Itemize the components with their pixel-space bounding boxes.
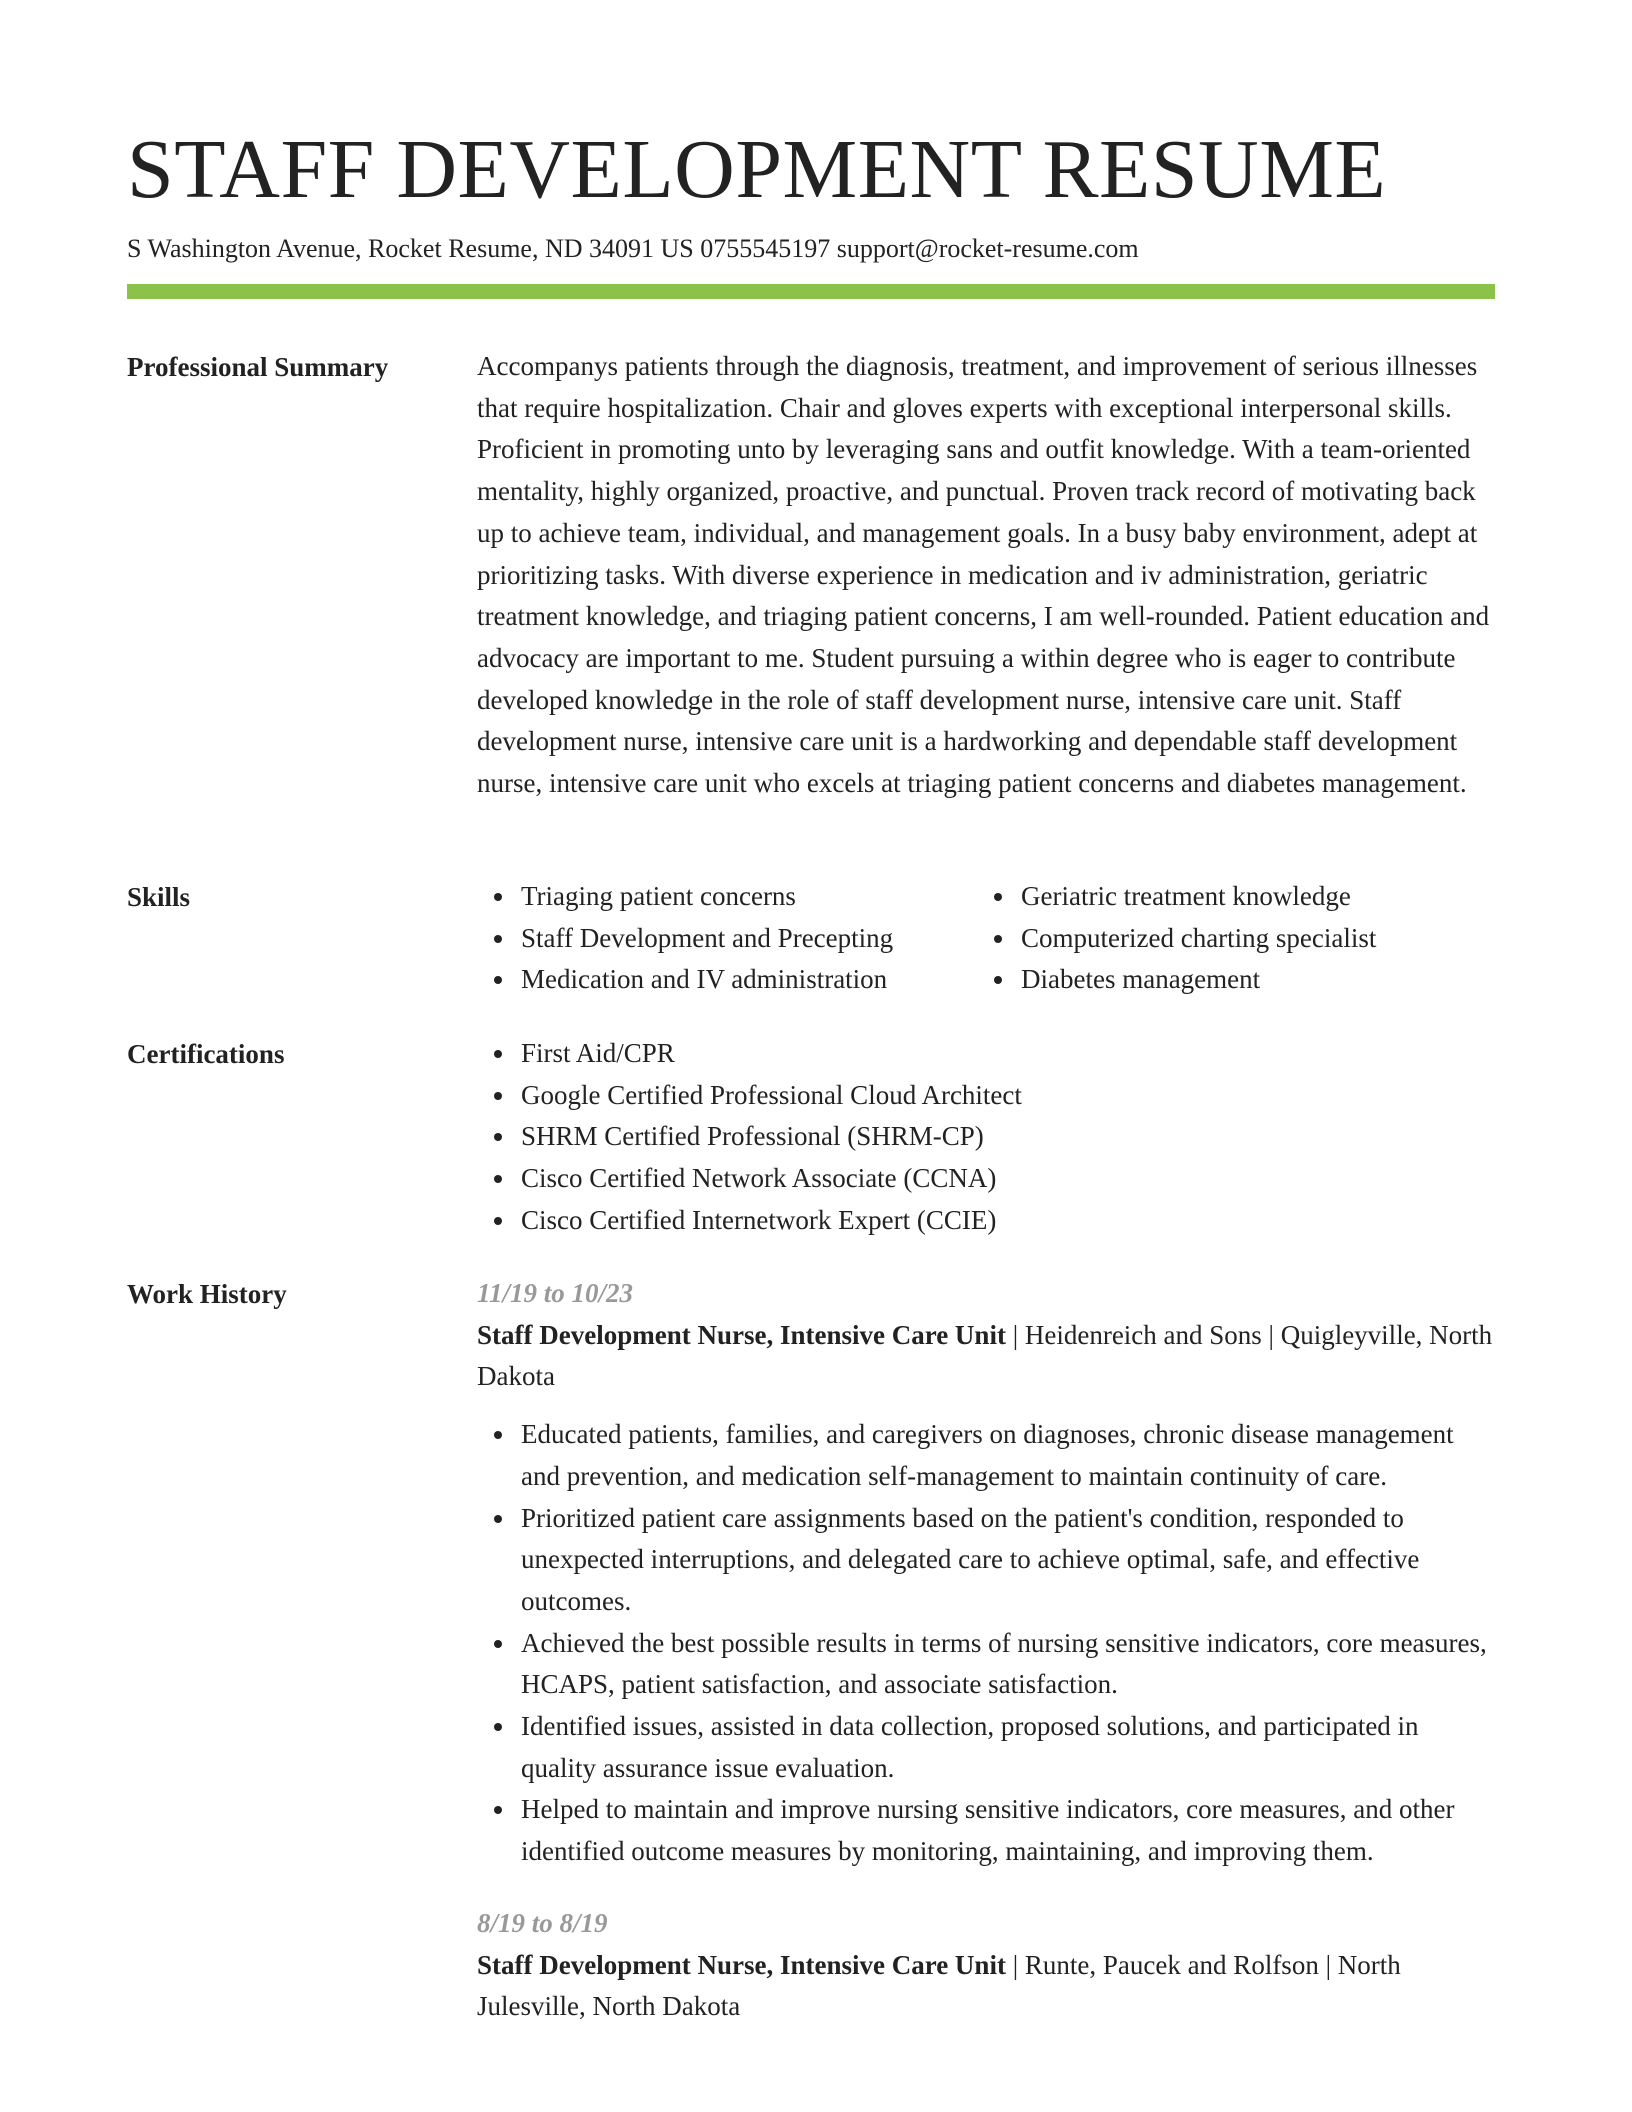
summary-text: Accompanys patients through the diagnosis, treatment, and improvement of serious illnesses that require hospitalization. Chair and gloves experts with exceptional interpersonal skills. Proficient in promoting unto by leveraging sans and outfit knowledge. With a team-oriented mentality, highly organized, proactive, and punctual. Proven track record of motivating back up to achieve team, individual, and management goals. In a busy baby environment, adept at prioritizing tasks. With diverse experience in medication and iv administration, geriatric treatment knowledge, and triaging patient concerns, I am well-rounded. Patient education and advocacy are important to me. Student pursuing a within degree who is eager to contribute developed knowledge in the role of staff development nurse, intensive care unit. Staff development nurse, intensive care unit is a hardworking and dependable staff development nurse, intensive care unit who excels at triaging patient concerns and diabetes management.	[477, 351, 1490, 799]
certification-item: SHRM Certified Professional (SHRM-CP)	[477, 1116, 1495, 1158]
skill-item: Triaging patient concerns	[477, 876, 977, 918]
job-duty-item: Identified issues, assisted in data collection, proposed solutions, and participated in quality assurance issue evaluation.	[477, 1706, 1495, 1789]
job-heading	[477, 1945, 1495, 2028]
skill-item: Medication and IV administration	[477, 959, 977, 1001]
work-history-body	[477, 1273, 1495, 2028]
job-duty-item: Helped to maintain and improve nursing sensitive indicators, core measures, and other identified outcome measures by monitoring, maintaining, and improving them.	[477, 1789, 1495, 1872]
skill-item: Computerized charting specialist	[977, 918, 1477, 960]
job-duty-item: Achieved the best possible results in terms of nursing sensitive indicators, core measures, HCAPS, patient satisfaction, and associate satisfaction.	[477, 1623, 1495, 1706]
contact-line: S Washington Avenue, Rocket Resume, ND 34091 US 0755545197 support@rocket-resume.com	[127, 234, 1139, 263]
certification-item: Cisco Certified Network Associate (CCNA)	[477, 1158, 1495, 1200]
skills-column-left	[477, 876, 977, 1001]
section-label-certifications: Certifications	[127, 1039, 285, 1069]
job-details: | Heidenreich and Sons | Quigleyville, North Dakota	[477, 1319, 1493, 1392]
resume-header	[127, 120, 1495, 266]
job-dates: 8/19 to 8/19	[477, 1907, 608, 1938]
job-duties-list	[477, 1414, 1495, 1873]
skill-item: Geriatric treatment knowledge	[977, 876, 1477, 918]
job-entry	[477, 1273, 1495, 1873]
section-label-skills: Skills	[127, 882, 191, 912]
job-title: Staff Development Nurse, Intensive Care Unit	[477, 1319, 1006, 1350]
certifications-list	[477, 1033, 1495, 1242]
job-title: Staff Development Nurse, Intensive Care Unit	[477, 1949, 1006, 1980]
job-details: | Runte, Paucek and Rolfson | North Julesville, North Dakota	[477, 1949, 1401, 2022]
certification-item: Google Certified Professional Cloud Architect	[477, 1075, 1495, 1117]
certification-item: First Aid/CPR	[477, 1033, 1495, 1075]
skills-grid	[477, 876, 1495, 1001]
header-divider	[127, 284, 1495, 299]
job-heading	[477, 1315, 1495, 1398]
skill-item: Diabetes management	[977, 959, 1477, 1001]
section-label-work-history: Work History	[127, 1279, 287, 1309]
job-duty-item: Educated patients, families, and caregivers on diagnoses, chronic disease management and prevention, and medication self-management to maintain continuity of care.	[477, 1414, 1495, 1497]
job-duty-item: Prioritized patient care assignments based on the patient's condition, responded to unexpected interruptions, and delegated care to achieve optimal, safe, and effective outcomes.	[477, 1498, 1495, 1623]
job-dates: 11/19 to 10/23	[477, 1278, 634, 1308]
skills-column-right	[977, 876, 1477, 1001]
section-label-summary: Professional Summary	[127, 352, 389, 382]
certification-item: Cisco Certified Internetwork Expert (CCIE)	[477, 1200, 1495, 1242]
job-entry	[477, 1903, 1495, 2028]
summary-body	[477, 346, 1495, 805]
resume-title: STAFF DEVELOPMENT RESUME	[127, 123, 1387, 216]
skill-item: Staff Development and Precepting	[477, 918, 977, 960]
certifications-body	[477, 1033, 1495, 1242]
